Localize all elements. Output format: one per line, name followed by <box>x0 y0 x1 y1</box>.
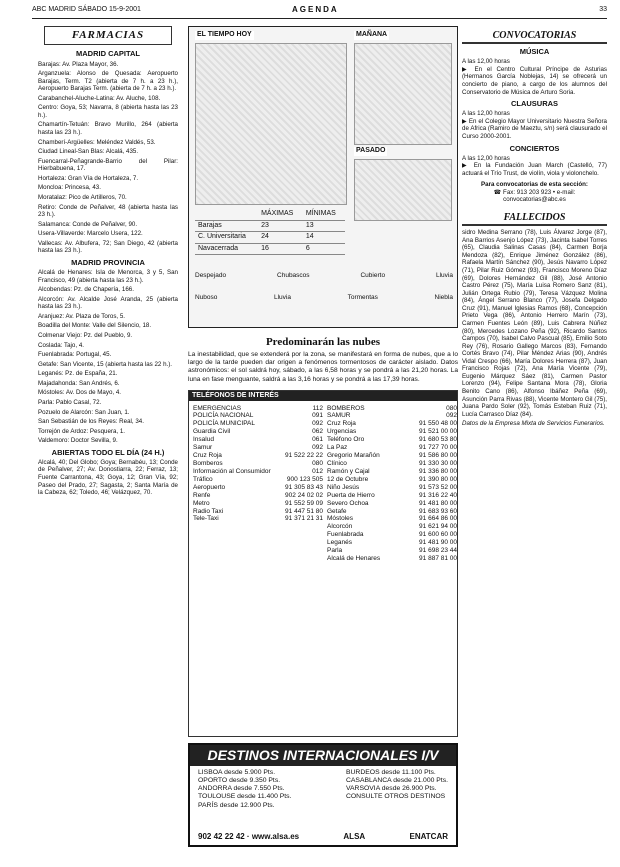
phone-row <box>327 468 457 476</box>
phone-row <box>193 468 323 476</box>
phone-number: 91 586 80 00 <box>419 452 457 460</box>
phone-number: 91 481 80 00 <box>419 499 457 507</box>
pharmacy-entry: Aranjuez: Av. Plaza de Toros, 5. <box>38 312 126 320</box>
ad-right-list <box>346 769 448 810</box>
ad-destination: BURDEOS desde 11.100 Pts. <box>345 768 436 776</box>
conciertos-title: CONCIERTOS <box>509 143 560 153</box>
phone-name: POLICÍA NACIONAL <box>193 412 254 420</box>
phone-number: 91 621 94 00 <box>419 523 457 531</box>
fax-note: Para convocatorias de esta sección: <box>481 181 588 189</box>
alsa-logo: ALSA <box>343 831 366 841</box>
phone-name: Gregorio Marañón <box>327 452 380 460</box>
phone-row <box>193 476 323 484</box>
page-number: 33 <box>599 6 607 13</box>
phone-row <box>327 436 457 444</box>
phone-name: Información al Consumidor <box>193 467 271 475</box>
phone-number: 91 521 00 00 <box>419 428 457 436</box>
phone-name: Samur <box>193 444 213 452</box>
header-date: ABC MADRID SÁBADO 15-9-2001 <box>32 6 141 13</box>
pharmacy-entry: Alcorcón: Av. Alcalde José Aranda, 25 (abierta hasta las 23 h.). <box>38 295 178 311</box>
ad-left-list <box>198 769 291 810</box>
ad-destination: CASABLANCA desde 21.000 Pts. <box>345 776 448 784</box>
phone-row <box>193 444 323 452</box>
pharmacy-entry: Fuencarral-Peñagrande-Barrio del Pilar: Hierbabuena, 17. <box>38 157 178 173</box>
phone-name: Guardia Civil <box>193 428 231 436</box>
pharmacy-entry: Getafe: San Vicente, 15 (abierta hasta las 22 h.). <box>38 360 173 368</box>
max-header: MÁXIMAS <box>258 209 303 220</box>
phone-name: Parla <box>327 547 343 555</box>
phone-row <box>327 500 457 508</box>
phone-number: 91 522 22 22 <box>285 452 323 460</box>
phone-name: Tele-Taxi <box>193 515 219 523</box>
phone-number: 91 664 86 00 <box>419 515 457 523</box>
convocatorias-title: CONVOCATORIAS <box>462 30 607 44</box>
temp-row: Navacerrada 16 6 <box>195 243 345 255</box>
phone-number: 91 316 22 40 <box>419 491 457 499</box>
phone-number: 902 24 02 02 <box>285 491 323 499</box>
phone-number: 91 371 21 31 <box>285 515 323 523</box>
pharmacy-entry: Fuenlabrada: Portugal, 45. <box>38 351 112 359</box>
phone-name: Cruz Roja <box>193 452 222 460</box>
phone-number: 91 305 83 43 <box>285 483 323 491</box>
phone-row <box>193 420 323 428</box>
pharmacy-entry: Valdemoro: Doctor Sevilla, 9. <box>38 437 118 445</box>
phone-name: Móstoles <box>327 515 354 523</box>
phone-row <box>327 484 457 492</box>
pharmacy-entry: San Sebastián de los Reyes: Real, 34. <box>38 418 144 426</box>
legend-nuboso: Nuboso <box>195 293 218 301</box>
phone-name: Fuenlabrada <box>327 531 364 539</box>
phone-row <box>327 428 457 436</box>
phone-name: Teléfono Oro <box>327 436 365 444</box>
phone-name: Cruz Roja <box>327 420 356 428</box>
phone-number: 91 390 80 00 <box>419 475 457 483</box>
phone-row <box>327 420 457 428</box>
pasado-label: PASADO <box>356 147 386 154</box>
section-title: AGENDA <box>292 5 339 14</box>
phone-number: 91 330 30 00 <box>419 459 457 467</box>
phone-number: 91 600 60 00 <box>419 531 457 539</box>
abiertas-text: Alcalá, 40; Del Globo; Goya; Bernabéu, 13; Conde de Peñalver, 27; Av. Donostiarra, 22; Ferraz, 13; Fuente Carrantona, 43; Goya, 12; Gran Vía, 92; Paseo del Prado, 27; Sagasta, 2; Santa María de la Cabeza, 62; Toledo, 46; Velázquez, 70. <box>38 458 178 497</box>
min-header: MÍNIMAS <box>303 209 345 220</box>
pharmacy-entry: Alcobendas: Pz. de Chapería, 166. <box>38 286 134 294</box>
alsa-advertisement <box>188 743 458 847</box>
phone-name: Renfe <box>193 491 211 499</box>
phone-number: 91 683 93 60 <box>419 507 457 515</box>
phone-name: Bomberos <box>193 459 223 467</box>
weather-headline: Predominarán las nubes <box>265 336 381 348</box>
phone-row <box>193 460 323 468</box>
pharmacy-entry: Usera-Villaverde: Marcelo Usera, 122. <box>38 230 143 238</box>
map-tomorrow-image <box>354 43 452 145</box>
phone-name: Metro <box>193 499 210 507</box>
phone-row <box>327 444 457 452</box>
pharmacy-entry: Pozuelo de Alarcón: San Juan, 1. <box>38 408 130 416</box>
phone-name: Radio Taxi <box>193 507 224 515</box>
phone-number: 91 336 80 00 <box>419 467 457 475</box>
pharmacy-entry: Moncloa: Princesa, 43. <box>38 184 101 192</box>
capital-title: MADRID CAPITAL <box>75 49 141 59</box>
ad-destination: PARÍS desde 12.900 Pts. <box>198 801 275 809</box>
pharmacy-entry: Chamartín-Tetuán: Bravo Murillo, 264 (abierta hasta las 23 h.). <box>38 121 178 137</box>
phone-row <box>193 515 323 523</box>
phone-number: 112 <box>312 404 323 412</box>
pharmacy-entry: Salamanca: Conde de Peñalver, 90. <box>38 220 138 228</box>
phone-name: Aeropuerto <box>193 483 226 491</box>
phone-name: Urgencias <box>327 428 357 436</box>
phone-row <box>327 515 457 523</box>
pharmacy-entry: Boadilla del Monte: Valle del Silencio, 18. <box>38 322 152 330</box>
email-line: convocatorias@abc.es <box>503 196 566 204</box>
map-today-image <box>195 43 347 205</box>
phone-number: 080 <box>312 459 323 467</box>
pharmacy-entry: Parla: Pablo Casal, 72. <box>38 398 102 406</box>
phone-number: 91 887 81 00 <box>419 555 457 563</box>
phone-row <box>327 539 457 547</box>
legend-lluvia-2: Lluvia <box>274 293 291 301</box>
farmacias-title: FARMACIAS <box>44 26 172 45</box>
phone-name: Alcorcón <box>327 523 353 531</box>
temperature-table <box>195 209 345 255</box>
middle-column <box>188 26 458 856</box>
phone-number: 91 698 23 44 <box>419 547 457 555</box>
telefonos-box <box>188 390 458 737</box>
pharmacy-entry: Alcalá de Henares: Isla de Menorca, 3 y 5, San Francisco, 49 (abierta hasta las 23 h.). <box>38 269 178 284</box>
farmacias-column <box>38 26 178 856</box>
pharmacy-entry: Moratalaz: Pico de Artilleros, 70. <box>38 193 127 201</box>
legend-despejado: Despejado <box>195 272 227 279</box>
pharmacy-entry: Ciudad Lineal-San Blas: Alcalá, 435. <box>38 148 139 156</box>
right-column <box>462 26 607 856</box>
phone-row <box>193 492 323 500</box>
phone-row <box>327 531 457 539</box>
legend-cubierto: Cubierto <box>360 272 386 279</box>
phone-number: 092 <box>312 444 323 452</box>
pharmacy-entry: Torrejón de Ardoz: Pesquera, 1. <box>38 427 126 435</box>
phone-number: 91 573 52 00 <box>419 483 457 491</box>
phone-row <box>327 523 457 531</box>
phone-row <box>193 452 323 460</box>
map-dayafter-image <box>354 159 452 221</box>
phone-number: 91 727 70 00 <box>419 444 457 452</box>
fallecidos-text: sidro Medina Serrano (78), Luis Álvarez Jorge (87), Ana Barrios Asenjo López (73), Jacinta Isabel Torres (65), Claudia Salinas Casas (84), Carmen Borja Mendoza (82), Enrique Jiménez González (86), Rafaela Martín Sánchez (90), Jesús Navarro López (71), Pilar Ruiz Gómez (93), Francisco Moreno Díaz (69), Dolores Hernández Gil (88), José Antonio Castro Pérez (75), María Luisa Romero Sanz (81), Julián Ortega Rubio (79), Teresa Vázquez Molina (84), Ángel Serrano Blanco (77), Josefa Delgado Cruz (91), Manuel Iglesias Ramos (68), Concepción Prieto Vega (86), Antonio Herrero Marín (73), Carmen Fuentes León (89), Luis Cabrera Núñez (80), Mercedes Lozano Peña (92), Ricardo Santos Campos (70), Isabel Calvo Pascual (85), Emilio Soto Rey (76), Rosario Gallego Marcos (83), Fernando Cortés Bravo (74), Pilar Méndez Arias (90), Andrés Vidal Crespo (66), María Dolores Herrera (87), Juan Francisco Rojas (72), Ana María Vicente (79), Eugenio Márquez Sáez (81), Carmen Pastor Lorenzo (94), Felipe Santana Mora (78), Gloria Benito Cano (86), Alfonso Ibáñez Peña (69), Asunción Parra Rivas (88), Vicente Montero Gil (75), Juana Pardo Soler (92), Tomás Esteban Ruiz (71), Lucía Carrasco Díaz (84). <box>462 229 607 418</box>
phone-name: SAMUR <box>327 412 351 420</box>
pharmacy-entry: Chamberí-Argüelles: Meléndez Valdés, 53. <box>38 138 156 146</box>
clausuras-text: A las 12,00 horas ▶ En el Colegio Mayor Universitario Nuestra Señora de Africa (Ramiro de Maeztu, s/n) será clausurado el Curso 2000-2001. <box>462 110 607 140</box>
pharmacy-entry: Centro: Goya, 53; Navarra, 8 (abierta hasta las 23 h.). <box>38 104 178 119</box>
phone-number: 092 <box>446 412 457 420</box>
phone-number: 012 <box>312 467 323 475</box>
phone-name: Tráfico <box>193 475 213 483</box>
ad-destination: ANDORRA desde 7.550 Pts. <box>198 785 285 793</box>
ad-destination: OPORTO desde 9.350 Pts. <box>198 776 281 784</box>
phone-name: 12 de Octubre <box>327 475 369 483</box>
pharmacy-entry: Hortaleza: Gran Vía de Hortaleza, 7. <box>38 174 139 182</box>
ad-destination: VARSOVIA desde 26.900 Pts. <box>345 785 437 793</box>
capital-list <box>38 61 178 255</box>
pharmacy-entry: Móstoles: Av. Dos de Mayo, 4. <box>38 389 121 397</box>
phone-number: 91 447 51 80 <box>285 507 323 515</box>
phone-name: Getafe <box>327 507 347 515</box>
phone-number: 91 481 90 00 <box>419 539 457 547</box>
phone-number: 91 680 53 80 <box>419 436 457 444</box>
provincia-title: MADRID PROVINCIA <box>71 257 145 267</box>
abiertas-title: ABIERTAS TODO EL DÍA (24 H.) <box>51 447 165 457</box>
clausuras-title: CLAUSURAS <box>510 99 559 109</box>
weather-map <box>188 26 458 328</box>
phone-name: Insalud <box>193 436 214 444</box>
phone-row <box>327 555 457 563</box>
phone-row <box>327 412 457 420</box>
phone-number: 061 <box>312 436 323 444</box>
phone-name: Severo Ochoa <box>327 499 369 507</box>
fallecidos-title: FALLECIDOS <box>462 212 607 226</box>
pharmacy-entry: Retiro: Conde de Peñalver, 48 (abierta hasta las 23 h.). <box>38 203 178 219</box>
ad-destination: TOULOUSE desde 11.400 Pts. <box>198 793 292 801</box>
tiempo-hoy-label: EL TIEMPO HOY <box>197 31 252 38</box>
phone-number: 91 552 59 09 <box>285 499 323 507</box>
legend-lluvia: Lluvia <box>436 272 453 279</box>
ad-phone: 902 42 22 42 · www.alsa.es <box>198 831 300 841</box>
phone-number: 091 <box>312 412 323 420</box>
phone-name: BOMBEROS <box>327 404 365 412</box>
phone-row <box>193 508 323 516</box>
conciertos-text: A las 12,00 horas ▶ En la Fundación Juan March (Castelló, 77) actuará el Trío Trust, de violín, viola y violonchelo. <box>462 154 607 177</box>
phone-row <box>327 405 457 413</box>
pharmacy-entry: Vallecas: Av. Albufera, 72; San Diego, 42 (abierta hasta las 23 h.). <box>38 239 178 255</box>
fax-line: ☎ Fax: 913 203 923 • e-mail: <box>493 188 576 196</box>
phone-number: 91 550 48 00 <box>419 420 457 428</box>
phone-name: POLICÍA MUNICIPAL <box>193 420 256 428</box>
ad-title: DESTINOS INTERNACIONALES I/V <box>190 745 456 766</box>
pharmacy-entry: Leganés: Pz. de España, 21. <box>38 370 118 378</box>
phone-row <box>327 547 457 555</box>
legend-tormentas: Tormentas <box>347 293 378 301</box>
pharmacy-entry: Coslada: Tajo, 4. <box>38 341 84 349</box>
phone-row <box>327 492 457 500</box>
phone-name: La Paz <box>327 444 348 452</box>
phone-number: 062 <box>312 428 323 436</box>
fallecidos-footer: Datos de la Empresa Mixta de Servicios Funerarios. <box>462 420 605 428</box>
phone-number: 092 <box>312 420 323 428</box>
temp-row: C. Universitaria 24 14 <box>195 232 345 244</box>
pharmacy-entry: Arganzuela: Alonso de Quesada: Aeropuerto Barajas, Term. T2 (abierta de 7 h. a 23 h.), Aeropuerto Barajas Term. (abierta de 7 h. a 23 h.). <box>38 70 178 93</box>
pharmacy-entry: Majadahonda: San Andrés, 6. <box>38 379 120 387</box>
phone-row <box>327 452 457 460</box>
manana-label: MAÑANA <box>356 31 388 38</box>
pharmacy-entry: Barajas: Av. Plaza Mayor, 36. <box>38 60 119 68</box>
telefonos-col-1 <box>193 405 323 524</box>
phone-row <box>193 484 323 492</box>
phone-name: Alcalá de Henares <box>327 555 381 563</box>
ad-destination: LISBOA desde 5.900 Pts. <box>198 768 276 776</box>
phone-row <box>327 460 457 468</box>
phone-name: EMERGENCIAS <box>193 404 242 412</box>
phone-number: 900 123 505 <box>286 475 323 483</box>
telefonos-head: TELÉFONOS DE INTERÉS <box>189 391 457 402</box>
phone-name: Clínico <box>327 459 347 467</box>
enatcar-logo: ENATCAR <box>409 831 448 841</box>
pharmacy-entry: Carabanchel-Aluche-Latina: Av. Aluche, 108. <box>38 94 161 102</box>
phone-row <box>193 428 323 436</box>
telefonos-col-2 <box>327 405 457 563</box>
phone-row <box>193 436 323 444</box>
page-header <box>32 4 607 19</box>
ad-destination: CONSULTE OTROS DESTINOS <box>345 793 446 801</box>
phone-row <box>327 476 457 484</box>
temp-row: Barajas 23 13 <box>195 220 345 232</box>
musica-text: A las 12,00 horas ▶ En el Centro Cultural Príncipe de Asturias (Hermanos García Noblejas, 14) se ofrecerá un concierto de piano, a cargo de los alumnos del Conservatorio de Música de Arturo Soria. <box>462 58 607 96</box>
phone-row <box>327 508 457 516</box>
musica-title: MÚSICA <box>519 47 550 57</box>
phone-name: Ramón y Cajal <box>327 467 370 475</box>
weather-body: La inestabilidad, que se extenderá por la zona, se manifestará en forma de nubes, que a lo largo de la tarde pueden dar origen a fenómenos tormentosos de carácter aislado. Datos astronómicos: el sol saldrá hoy, sábado, a las 6,58 horas y se pondrá a las 21,20 horas. La luna en fase menguante, saldrá a las 3,16 horas y se pondrá a las 17,39 horas. <box>188 351 458 383</box>
phone-row <box>193 500 323 508</box>
legend-chubascos: Chubascos <box>277 272 310 279</box>
weather-legend <box>195 272 453 302</box>
phone-name: Niño Jesús <box>327 483 360 491</box>
phone-name: Leganés <box>327 539 352 547</box>
provincia-list <box>38 269 178 445</box>
phone-name: Puerta de Hierro <box>327 491 375 499</box>
pharmacy-entry: Colmenar Viejo: Pz. del Pueblo, 9. <box>38 332 133 339</box>
legend-niebla: Niebla <box>434 293 453 301</box>
phone-number: 080 <box>446 404 457 412</box>
